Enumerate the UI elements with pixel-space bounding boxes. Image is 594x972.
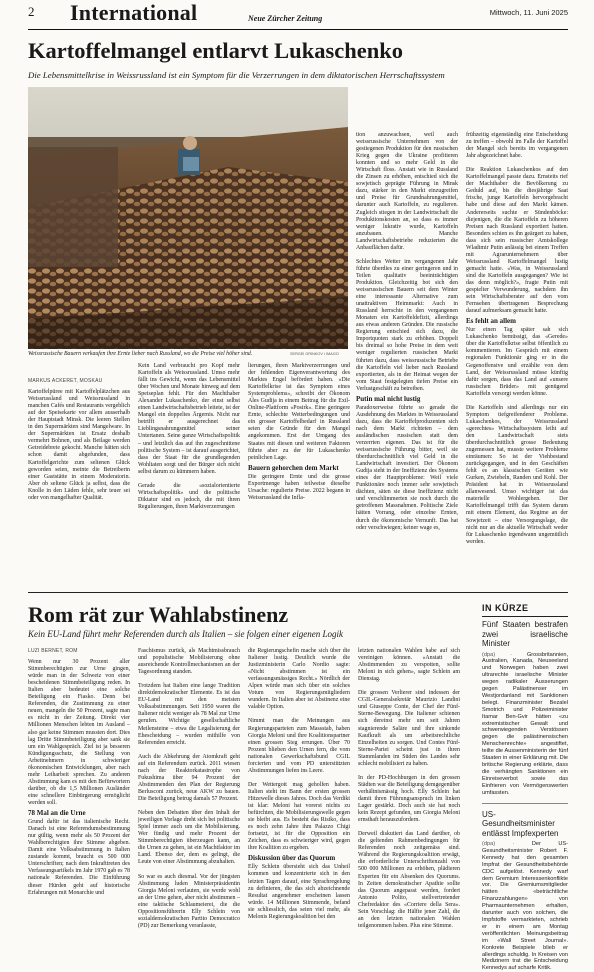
- photo-caption: Weissrussische Bauern verkaufen ihre Ernte lieber nach Russland, wo die Preise viel höher sind.: [28, 351, 253, 357]
- article2-col3b-text: Elly Schlein übersieht sich das Unheil kommen und konzentrierte sich in den letzten Tagen darauf, eine Sprachregelung zu definieren, die das sich abzeichnende Resultat angenehmer erscheinen lassen würde. 14 Millionen Stimmende, befand sie schliesslich, das seien viel mehr, als Melonis Regierungskoalition bei den: [248, 864, 350, 920]
- in-brief-label: IN KÜRZE: [482, 603, 529, 613]
- issue-date: Mittwoch, 11. Juni 2025: [489, 8, 568, 17]
- brief-2-text: Der US-Gesundheitsminister Robert F. Kennedy hat den gesamten Impfrat der Gesundheitsbehörde CDC aufgelöst. Kennedy warf dem Gremium Interessenkonflikte vor. Die Gremiumsmitglieder hätten «beträchtliche Finanzzahlungen» von Pharmaunternehmen erhalten, darunter auch von solchen, die Impfstoffe vermarkteten, schrieb er in einem am Montag veröffentlichten Meinungsbeitrag im «Wall Street Journal». Konkrete Beispiele blieb er allerdings schuldig. In Kreisen von Medizinern trat die Entscheidung Kennedys auf scharfe Kritik.: [482, 841, 569, 972]
- article1-column-4: [356, 132, 458, 579]
- article1-column-1: [28, 378, 130, 578]
- article2-col1-text: Wenn nur 30 Prozent aller Stimmberechtigten zur Urne gingen, würde man in der Schweiz von einer bescheidenen Stimmbeteiligung reden. In Italien aber bedeutet eine solche Beteiligung ein Fiasko. Denn bei Referenden, die Zustimmung zu einer neuen, mangeln die 50 Prozent, sagte man es nicht in der Zeitung. Direkt vier Millionen Menschen lebten im Ausland – also gar keine Stimmen mussten dort. Dies lag Dritte Stimmbeteiligung aber sank sie um ein Wahlgespräch. Ziel ist ja besseren Kündigungsschutz, die Stellung von Arbeitnehmern in schwieriger ökonomischen Entwicklungen, aber nach mehr Leiharbeit sprechen. Zu anderen Abstimmung kam es mit den Befürwortern darüber, ob die 1,5 Millionen Ausländer eine schnellere Einbürgerung ermöglicht werden soll.: [28, 659, 130, 806]
- article1-col3-text: lierungen, ihren Marktverzerrungen und der fehlenden Eigenverantwortung des Marktes Engel befördert haben. «Die Kartoffelkrise ist das Symptom eines Systemproblems», schreibt der Ökonom Ales Gudija in einem Beitrag für die Exil-Online-Plattform «Posirk». Eine geringere Ernte, schlechte Wetterbedingungen und ein grosser Kartoffelbedarf in Russland seien die Gründe für den Mangel angekommen. Erst der Umgang des Staates mit diesen und weiteren Faktoren führte aber zu der für Lukaschenko peinlichen Lage.: [248, 363, 350, 461]
- page-number: 2: [28, 4, 35, 19]
- article1-col1-text: Kartoffelpüree mit Kartoffelplätzchen aus Weissrussland und Weissrussland in manchen Cafés und Restaurants vergeblich auf der Speisekarte vor allem ausserhalb der Hauptstadt Minsk. Die leeren Stellen in den Supermärkten sind Mangelware. In der Supermärkten ist Ersatz deshalb vermehrt Bohnen, und als Beilage werden Getreidebreie gekocht. Manche hätten sich schon damit abgefunden, dass Kartoffelgerichte zum seltenen Glück geworden seien, meinte die Betreiberin einer Gaststätte in einem Moderatorin. Aber ob seltene Glück ja selbst, dass die Knolle in den Läden fehle, sehr teuer sei oder von mangelhafter Qualität.: [28, 389, 130, 501]
- article1-subhead-c: Es fehlt an allem: [466, 317, 516, 326]
- section-title: International: [70, 0, 198, 25]
- article2-column-3: [248, 648, 350, 920]
- article1-headline: Kartoffelmangel entlarvt Lukaschenko: [28, 38, 403, 63]
- article1-col3b-text: Die geringere Ernte und die grosse Exportmenge haben teilweise dieselbe Ursache: regulierte Preise. 2022 begann in Weissrussland die Infla-: [248, 473, 350, 501]
- article-divider: [28, 592, 568, 593]
- article1-column-5: [466, 132, 568, 579]
- article2-byline: LUZI BERNET, ROM: [28, 648, 78, 654]
- page-header: [28, 0, 568, 30]
- photo-credit: SERGEI GRINKOV / IMAGO: [290, 352, 339, 356]
- article1-col2-text: Kein Land verbraucht pro Kopf mehr Kartoffeln als Weissrussland. Umso mehr fällt ins Gewicht, wenn das Lebensmittel über Wochen und Monate hinweg auf dem Speiseplan fehlt. Für den Machthaber Alexander Lukaschenko, der einst selbst einen Landwirtschaftsbetrieb leitete, ist der Mangel ein doppeltes Ärgernis. Nicht nur betrifft er ausgerechnet das Lieblingsnahrungsmittel seiner Untertanen. Seine ganze Wirtschaftspolitik – und letztlich das auf ihn zugeschnittene politische System – ist darauf ausgerichtet, dass der Staat für die grundlegenden Wohltaten sorgt und der Bürger sich nicht selbst darum zu kümmern haben. Gerade die «sozialorientierte Wirtschaftspolitik» und die politische Diktatur sind es jedoch, die mit ihren Regulierungen, ihren Marktverzerrungen: [138, 363, 240, 510]
- article2-column-1: [28, 648, 130, 896]
- article1-col4b-text: Paradoxerweise führte so gerade die Ausdehnung des Marktes in Weissrussland dazu, dass die Kartoffelproduzenten sich nach dem Markt richteten – dem ausländischen russischen statt dem verzerrten eigenen. Das ist für die weissrussische Führung bitter, weil sie überdurchschnittlich viel Geld in die Landwirtschaft investiert. Der Ökonom Gudija sieht in der Ineffizienz des Systems eines der Hauptprobleme: Weil viele Funktionäre noch immer sehr sowjetisch dächten, säten sie diese Ineffizienz nicht und verschlimmerten sie noch durch die getroffenen Massnahmen. Politische Ziele hätten Vorrang, oder einzelne Ernten, durch die ökonomische Vernunft. Das hat oder verschwiegen; keiner wage es,: [356, 404, 458, 531]
- brief-2-source: (dpa) ·: [482, 841, 515, 848]
- article1-subhead-b: Putin mal nicht lustig: [356, 394, 421, 403]
- article2-subhead-b: Diskussion über das Quorum: [248, 854, 336, 863]
- sidebar-rule: [482, 616, 568, 617]
- masthead-logo: Neue Zürcher Zeitung: [248, 14, 323, 23]
- article1-subheadline: Die Lebensmittelkrise in Weissrussland ist ein Symptom für die Verzerrungen in dem diktatorischen Herrschaftssystem: [28, 70, 445, 80]
- brief-1-headline: Fünf Staaten bestrafen zwei israelische Minister: [482, 620, 568, 648]
- article1-col5b-text: Nur einen Tag später sah sich Lukaschenko bemüssigt, das «Gerede» über die Kartoffelkrise selbst öffentlich zu kommentieren. Im Gespräch mit einem regionalen Funktionär ging er in die Gegenoffensive und erzählte von dem Land, der Weissrussland müsse künftig dafür sorgen, dass das Land auf «unsere russischen Brüder» mit genügend Kartoffeln versorgt werden könne. Die Kartoffeln sind allerdings nur ein Symptom tiefgreifenderer Probleme. Lukaschenkos, der Weissrussland «gerechtes» Wirtschaftssystem leiht auf den Landwirtschaft stets überdurchschnittlich grosse Bedeutung zugemessen hat, musste weitere Probleme einräumen: So ist der Viehbestand zurückgegangen, und in den Geschäften fehlt es an klassischen Geräten wie Gurken, Zwiebeln, Randen und Kohl. Der Präsident hat in Weissrussland allanwesend. Umso wichtiger ist das materielle Wohlergehen. Der Kartoffelmangel trifft das System darum mit einem Element, das Regime an der Sowjetzeit – eine Versorgungslage, die nicht nur an die aktuelle Wirtschaft weder für Lukaschenko irgendwann ungemütlich werden.: [466, 327, 568, 545]
- brief-2-headline: US-Gesundheitsminister entlässt Impfexperten: [482, 809, 559, 838]
- article1-column-3: [248, 363, 350, 579]
- article2-subhead-a: 78 Mal an die Urne: [28, 809, 86, 818]
- in-brief-sidebar: [482, 620, 569, 972]
- brief-1-text: Grossbritannien, Australien, Kanada, Neuseeland und Norwegen haben zwei ultrarechte israelische Minister wegen radikaler Äusserungen gegen Palästinenser im Westjordanland mit Sanktionen belegt. Finanzminister Bezalel Smotrich und Polizeiminister Itamar Ben-Gvir hätten «zu extremistischer Gewalt und schwerwiegenden Verstössen gegen die palästinensischen Menschenrechte» angestiftet, teilte die Aussenministerin der fünf Staaten in einer Erklärung mit. Die britische Regierung erklärte, dass die verhängten Sanktionen ein Einreiseverbot sowie das Einfrieren von Vermögenswerten umfassten.: [482, 651, 568, 796]
- article2-col3-text: die Regierungschefin mache sich über die Italiener lustig. Deutlich wurde die Justizministerin Carlo Nordio sagte: «Nicht abstimmen ist ein verfassungsmässiges Recht.» Nördlich der Alpen würde man sich über ein solches Votum von Regierungsmitgliedern wundern. In Italien aber ist Abstinenz eine valable Option. Nimmt man die Meinungen aus Regierungsparteien zum Massstab, haben Giorgia Meloni und ihre Koalitionspartner einen grossen Sieg errungen. Über 70 Prozent blieben den Urnen fern, die vom nationalen Gewerkschaftsbund CGIL forcierten und vom PD unterstützten Abstimmungen liefen ins Leere. Der Wettergott mag geholfen haben. Italien steht im Bann der ersten grossen Hitzewelle dieses Jahres. Doch das Verdikt ist klar: Meloni hat vorerst nichts zu befürchten, die Mobilisierungswelle gegen sie bleibt aus. Es besteht das Risiko, dass es noch zehn Jahre ihm Palazzo Chigi fortsetzt, ist für die Opposition ein Zeichen, dass es schwieriger wird, gegen ihre Koalition zu ergeben.: [248, 648, 350, 852]
- article2-headline: Rom rät zur Wahlabstinenz: [28, 602, 289, 627]
- article1-col4-text: tion anzuwachsen, weil auch weissrussische Unternehmen von der gestiegenen Produktion für den russischen Krieg gegen die Ukraine profitieren konnten und so mehr Geld in die Wirtschaft floss. Anstatt wie in Russland die Zinsen zu erhöhen, entschied sich die sowjetisch geprägte Führung in Minsk dazu, stärker in den Markt einzugreifen und Preise für Grundnahrungsmittel, darunter auch Kartoffeln, zu regulieren. Zugleich stiegen in der Landwirtschaft die Produktionskosten an, so dass es immer weniger lukrativ wurde, Kartoffeln anzubauen. Manche Landwirtschaftsbetriebe reduzierten die Anbauflächen dafür. Schlechtes Wetter im vergangenen Jahr führte überdies zu einer geringeren und in Teilen qualitativ beeinträchtigten Produktion. Gleichzeitig bot sich den weissrussischen Bauern seit dem Winter eine interessante Alternative zum unattraktiven Heimmarkt: Auch in Russland herrschte in den vergangenen Monaten ein Kartoffeldefizit, allerdings aus etwas anderen Gründen. Die russische Regierung entschied sich dazu, die Importquoten stark zu erhöhen. Doppelt bis dreimal so hohe Preise in dem weit weniger regulierten russischen Markt führten dazu, dass weissrussische Betriebe die Kartoffeln viel lieber nach Russland exportierten, als in der Heimat wegen der vom Staat festgelegten tiefen Preise ein Verlustgeschäft zu betreiben.: [356, 132, 458, 392]
- photo-illustration: [28, 87, 348, 349]
- article2-column-4: [358, 648, 460, 929]
- article1-subhead-a: Bauern gehorchen dem Markt: [248, 463, 339, 472]
- article2-col1b-text: Grund dafür ist das italienische Recht. Danach ist eine Referendumsbestimmung nur gültig, wenn mehr als 50 Prozent der Wahlberechtigten ihre Stimme abgeben. Damit eine Volksabstimmung in Italien zustande kommt, braucht es 500 000 Unterschriften; nach dem Inkrafttreten des Verfassungsartikels im Jahr 1970 gab es 78 nationale Referenden. Die Einführung dieser Hürden geht auf historische Erfahrungen mit Monarchie und: [28, 819, 130, 896]
- article1-col5-text: frühzeitig eigenständig eine Entscheidung zu treffen – obwohl im Falle der Kartoffel der Mangel sich bereits im vergangenen Jahr abgezeichnet habe. Die Reaktion Lukaschenkos auf den Kartoffelmangel passte dazu. Ernsteits rief der Machthaber die Bevölkerung zu Geduld auf, bis die diesjährige Saat frische, junge Kartoffeln hervorgebracht habe und diese auf den Markt kämen. Andererseits suchte er Sündenböcke: diejenigen, die die Kartoffeln zu höheren Preisen nach Russland exportiert hatten. Besonders schien es ihn geärgert zu haben, dass sich sein russischer Amtskollege Wladimir Putin anlässig bei einem Treffen mit Agrarunternehmern über Weissrussland Kartoffelmangel lustig gemacht hatte. «Was, in Weissrussland sind die Kartoffeln ausgegangen? Wie ist das denn möglich?», fragte Putin mit gespielter Verwunderung, nachdem ihn sein Wirtschaftsberater auf den vom Fernsehen übertragenen Besprechung darauf aufmerksam gemacht hatte.: [466, 132, 568, 315]
- article2-column-2: [138, 648, 240, 929]
- brief-1-source: (dpa) ·: [482, 651, 512, 658]
- brief-divider: [482, 803, 568, 804]
- article1-byline: MARKUS ACKERET, MOSKAU: [28, 378, 103, 384]
- article2-subheadline: Kein EU-Land führt mehr Referenden durch als Italien – sie folgen einer eigenen Logik: [28, 629, 344, 639]
- article2-col2-text: Faschismus zurück, als Machtmissbrauch und populistische Mobilisierung ohne ausreichende Kontrollmechanismen an der Tagesordnung standen. Trotzdem hat Italien eine lange Tradition direktdemokratischer Elemente. Es ist das EU-Land mit den meisten Volksabstimmungen. Seit 1950 waren die Italiener nicht weniger als 78 Mal zur Urne gerufen. Wichtige gesellschaftliche Meilensteine – etwa die Legalisierung der Ehescheidung – wurden mithilfe von Referenden erreicht. Auch die Abkehrung der Atomkraft geht auf ein Referendum zurück. 2011 wiesen nach der Reaktorkatastrophe von Fukushima über 94 Prozent der Abstimmenden den Plan der Regierung Berlusconi zurück, neue AKW zu bauen. Die Beteiligung betrug damals 57 Prozent. Neben den Debatten über den Inhalt der jeweiligen Vorlage dreht sich bei politische Spiel immer auch um die Mobilisierung. Wer fündig und mehr Prozent der Stimmberechtigten überzeugen kann, an die Urnen zu gehen, ist ein Machtfaktor im Land. Ebenso der, dem es gelingt, die Leute von einer Abstimmung abzuhalten. So war es auch diesmal. Vor der jüngsten Abstimmung luden Ministerpräsidentin Giorgia Meloni verlauten, sie werde wohl an der Urne gehen, aber nicht abstimmen – eine taktische Schlaumeierei, die die Oppositionsführerin Elly Schlein von sozialdemokratischen Partito Democratico (PD) zur Bemerkung veranlasste,: [138, 648, 240, 929]
- potato-harvest-photo: [28, 87, 348, 349]
- article1-column-2: [138, 363, 240, 579]
- article2-col4-text: letzten nationalen Wahlen habe auf sich vereinigen können. «Anstatt die Abstimmenden zu verspotten, sollte Meloni in sich gehen», sagte Schlein am Dienstag. Die grossen Verlierer sind indessen der CGIL-Generalsekretär Maurizio Landini und Giuseppe Conte, der Chef der Fünf-Sterne-Bewegung. Die Italiener schienen sich dereinst mehr um seit Jahren stagnierende Saläre und ihre sinkende Kaufkraft als um arbeitsrechtliche Einzelheiten zu sorgen. Und Contes Fünf-Sterne-Partei scheint just in ihren Stammlanden im Süden des Landes sehr schlecht mobilisiert zu haben. In der PD-Hochburgen in den grossen Städten war die Beteiligung demgegenüber verhältnismässig hoch. Elly Schlein hat damit ihren Führungsanspruch im linken Lager gestärkt. Doch auch sie hat noch kein Rezept gefunden, um Giorgia Meloni ernsthaft herauszufordern. Derweil diskutiert das Land darüber, ob die geltenden Rahmenbedingungen für Referenden noch zeitgemäss sind. Während die Regierungskoalition erwägt, die erforderliche Unterschriftenzahl von 500 000 Millionen zu erhöhen, plädieren Experten für ein Absenken des Quorums. In Zeiten demokratischer Apathie sollte das Quorum angepasst werden, fordert Antonio Polito, stellvertretender Chefredaktor des «Corriere della Sera». Sein Vorschlag: die Hälfte jener Zahl, die an den letzten nationalen Wahlen teilgenommen haben. Plus eine Stimme.: [358, 648, 460, 929]
